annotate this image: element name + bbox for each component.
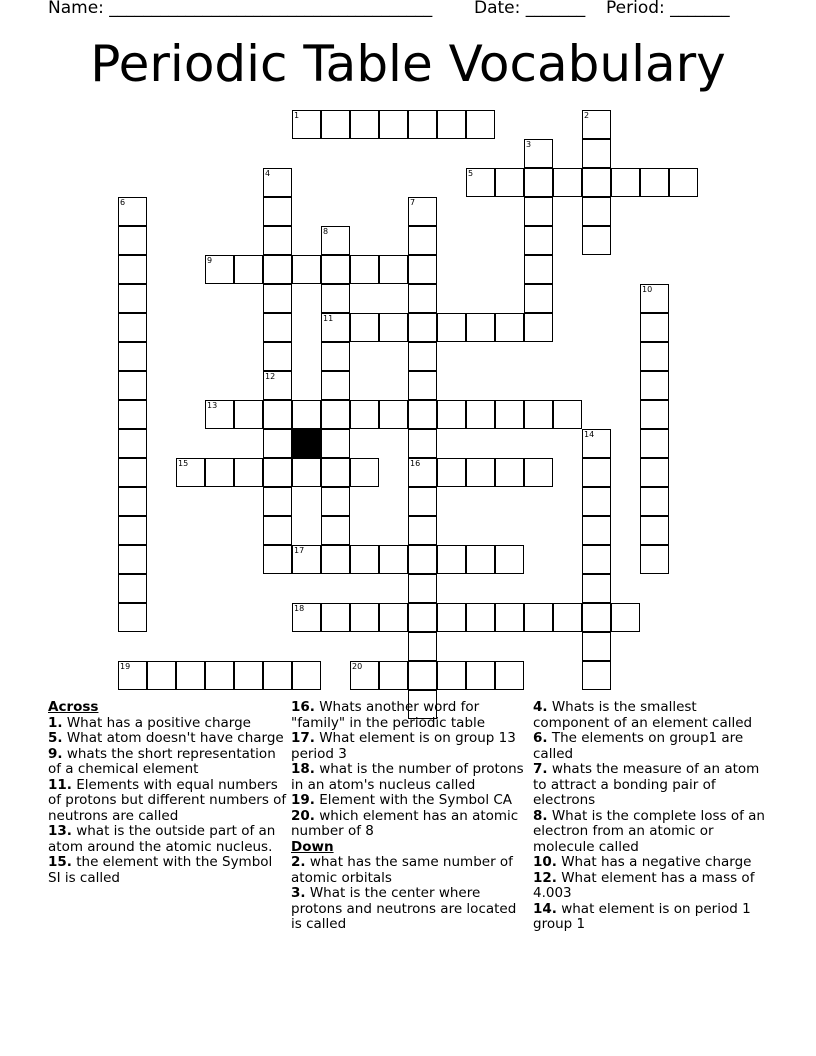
crossword-cell[interactable] bbox=[495, 313, 524, 342]
clue-number: 11. bbox=[48, 776, 72, 793]
crossword-cell[interactable] bbox=[582, 516, 611, 545]
crossword-cell[interactable] bbox=[466, 603, 495, 632]
clue bbox=[533, 809, 773, 856]
crossword-cell[interactable] bbox=[118, 516, 147, 545]
crossword-cell[interactable] bbox=[466, 661, 495, 690]
crossword-cell[interactable] bbox=[321, 545, 350, 574]
crossword-cell[interactable] bbox=[437, 661, 466, 690]
clue-number: 9 bbox=[207, 256, 213, 265]
clue bbox=[291, 886, 531, 933]
clue-number: 17. bbox=[291, 730, 315, 746]
clue-number: 7. bbox=[533, 761, 548, 777]
crossword-cell[interactable] bbox=[524, 226, 553, 255]
clue bbox=[533, 855, 773, 871]
crossword-cell[interactable] bbox=[524, 255, 553, 284]
clue-number: 14. bbox=[533, 900, 557, 917]
crossword-cell[interactable] bbox=[640, 284, 669, 313]
crossword-cell[interactable] bbox=[118, 226, 147, 255]
clue-number: 18 bbox=[294, 604, 305, 613]
clue-number: 15. bbox=[48, 854, 72, 870]
crossword-cell[interactable] bbox=[118, 429, 147, 458]
clue-number: 17 bbox=[294, 546, 305, 555]
crossword-cell[interactable] bbox=[379, 110, 408, 139]
crossword-cell[interactable] bbox=[495, 545, 524, 574]
clue bbox=[48, 731, 288, 747]
crossword-cell[interactable] bbox=[408, 197, 437, 226]
crossword-cell[interactable] bbox=[408, 226, 437, 255]
crossword-cell[interactable] bbox=[524, 139, 553, 168]
clue-number: 2. bbox=[291, 854, 306, 870]
crossword-cell[interactable] bbox=[118, 487, 147, 516]
crossword-cell[interactable] bbox=[118, 458, 147, 487]
crossword-cell[interactable] bbox=[263, 226, 292, 255]
clue-text: whats the measure of an atom to attract a bonding pair of electrons bbox=[533, 761, 760, 808]
crossword-cell[interactable] bbox=[263, 516, 292, 545]
crossword-cell[interactable] bbox=[321, 458, 350, 487]
clue-number: 13 bbox=[207, 401, 218, 410]
crossword-cell[interactable] bbox=[379, 400, 408, 429]
clue-text: what element is on period 1 group 1 bbox=[533, 900, 751, 932]
crossword-cell[interactable] bbox=[408, 342, 437, 371]
crossword-cell[interactable] bbox=[350, 603, 379, 632]
crossword-cell[interactable] bbox=[408, 603, 437, 632]
crossword-cell[interactable] bbox=[408, 371, 437, 400]
crossword-cell[interactable] bbox=[466, 458, 495, 487]
clue-number: 6. bbox=[533, 730, 548, 746]
clue-text: What atom doesn't have charge bbox=[62, 730, 284, 746]
clue-text: Elements with equal numbers of protons but different numbers of neutrons are called bbox=[48, 776, 287, 824]
clue-number: 16. bbox=[291, 699, 315, 715]
clue-text: Whats another word for "family" in the periodic table bbox=[291, 699, 486, 731]
crossword-cell[interactable] bbox=[292, 545, 321, 574]
crossword-cell[interactable] bbox=[292, 400, 321, 429]
crossword-cell[interactable] bbox=[321, 371, 350, 400]
name-field[interactable]: Name: ______________________________________ bbox=[48, 0, 433, 18]
crossword-cell[interactable] bbox=[321, 226, 350, 255]
crossword-cell[interactable] bbox=[524, 313, 553, 342]
crossword-cell[interactable] bbox=[350, 110, 379, 139]
crossword-cell[interactable] bbox=[553, 400, 582, 429]
crossword-cell[interactable] bbox=[640, 458, 669, 487]
crossword-cell[interactable] bbox=[350, 545, 379, 574]
crossword-cell[interactable] bbox=[466, 110, 495, 139]
clue-text: Whats is the smallest component of an element called bbox=[533, 699, 753, 731]
black-square bbox=[292, 429, 321, 458]
crossword-cell[interactable] bbox=[408, 574, 437, 603]
crossword-cell[interactable] bbox=[321, 487, 350, 516]
clue-number: 5. bbox=[48, 730, 63, 746]
clue-list bbox=[291, 855, 531, 933]
crossword-cell[interactable] bbox=[408, 429, 437, 458]
crossword-cell[interactable] bbox=[408, 110, 437, 139]
clue-number: 9. bbox=[48, 745, 63, 762]
crossword-cell[interactable] bbox=[263, 284, 292, 313]
crossword-cell[interactable] bbox=[582, 603, 611, 632]
crossword-cell[interactable] bbox=[292, 255, 321, 284]
clue bbox=[48, 747, 288, 778]
clue-text: which element has an atomic number of 8 bbox=[291, 807, 519, 839]
crossword-cell[interactable] bbox=[466, 168, 495, 197]
crossword-cell[interactable] bbox=[234, 400, 263, 429]
clue-text: The elements on group1 are called bbox=[533, 730, 744, 762]
crossword-cell[interactable] bbox=[292, 110, 321, 139]
clue bbox=[533, 871, 773, 902]
clue-number: 10 bbox=[642, 285, 653, 294]
crossword-cell[interactable] bbox=[495, 661, 524, 690]
clue bbox=[533, 731, 773, 762]
crossword-cell[interactable] bbox=[408, 400, 437, 429]
crossword-cell[interactable] bbox=[379, 255, 408, 284]
clue bbox=[48, 778, 288, 825]
crossword-cell[interactable] bbox=[640, 545, 669, 574]
clue-number: 8. bbox=[533, 807, 548, 824]
clue bbox=[48, 716, 288, 732]
clue-number: 7 bbox=[410, 198, 416, 207]
clue bbox=[533, 762, 773, 809]
crossword-cell[interactable] bbox=[263, 400, 292, 429]
crossword-cell[interactable] bbox=[379, 313, 408, 342]
crossword-cell[interactable] bbox=[118, 255, 147, 284]
crossword-cell[interactable] bbox=[611, 168, 640, 197]
crossword-cell[interactable] bbox=[640, 342, 669, 371]
crossword-cell[interactable] bbox=[582, 458, 611, 487]
clue-text: What is the center where protons and neutrons are located is called bbox=[291, 885, 517, 932]
crossword-cell[interactable] bbox=[118, 313, 147, 342]
crossword-cell[interactable] bbox=[118, 400, 147, 429]
clue bbox=[291, 762, 531, 793]
crossword-cell[interactable] bbox=[379, 661, 408, 690]
crossword-cell[interactable] bbox=[321, 603, 350, 632]
crossword-cell[interactable] bbox=[263, 661, 292, 690]
crossword-cell[interactable] bbox=[118, 342, 147, 371]
crossword-cell[interactable] bbox=[408, 661, 437, 690]
crossword-cell[interactable] bbox=[408, 487, 437, 516]
crossword-cell[interactable] bbox=[437, 110, 466, 139]
clue-number: 12 bbox=[265, 372, 276, 381]
clue-number: 3. bbox=[291, 885, 306, 901]
crossword-cell[interactable] bbox=[524, 458, 553, 487]
clue bbox=[291, 793, 531, 809]
crossword-cell[interactable] bbox=[553, 603, 582, 632]
crossword-cell[interactable] bbox=[292, 458, 321, 487]
crossword-cell[interactable] bbox=[263, 371, 292, 400]
clue-number: 20. bbox=[291, 807, 315, 824]
crossword-cell[interactable] bbox=[321, 400, 350, 429]
crossword-cell[interactable] bbox=[408, 545, 437, 574]
crossword-cell[interactable] bbox=[466, 313, 495, 342]
crossword-cell[interactable] bbox=[234, 458, 263, 487]
crossword-cell[interactable] bbox=[118, 197, 147, 226]
crossword-cell[interactable] bbox=[321, 284, 350, 313]
crossword-cell[interactable] bbox=[234, 661, 263, 690]
crossword-cell[interactable] bbox=[176, 661, 205, 690]
crossword-cell[interactable] bbox=[263, 313, 292, 342]
clue-text: What has a positive charge bbox=[62, 714, 251, 731]
clue-text: What has a negative charge bbox=[556, 854, 752, 870]
down-heading: Down bbox=[291, 838, 334, 855]
crossword-cell[interactable] bbox=[118, 574, 147, 603]
crossword-cell[interactable] bbox=[582, 429, 611, 458]
clue-text: What is the complete loss of an electron from an atomic or molecule called bbox=[533, 807, 765, 855]
clue-number: 1 bbox=[294, 111, 300, 120]
crossword-cell[interactable] bbox=[582, 574, 611, 603]
crossword-cell[interactable] bbox=[640, 487, 669, 516]
crossword-cell[interactable] bbox=[292, 661, 321, 690]
crossword-cell[interactable] bbox=[582, 197, 611, 226]
crossword-cell[interactable] bbox=[321, 342, 350, 371]
crossword-cell[interactable] bbox=[321, 429, 350, 458]
crossword-cell[interactable] bbox=[379, 603, 408, 632]
crossword-cell[interactable] bbox=[408, 632, 437, 661]
clue-number: 18. bbox=[291, 761, 315, 777]
clue-number: 6 bbox=[120, 198, 126, 207]
crossword-cell[interactable] bbox=[118, 603, 147, 632]
crossword-cell[interactable] bbox=[263, 545, 292, 574]
crossword-cell[interactable] bbox=[582, 632, 611, 661]
clue-text: What element is on group 13 period 3 bbox=[291, 730, 516, 762]
crossword-cell[interactable] bbox=[582, 226, 611, 255]
crossword-cell[interactable] bbox=[350, 400, 379, 429]
clue-number: 1. bbox=[48, 714, 63, 731]
crossword-cell[interactable] bbox=[669, 168, 698, 197]
crossword-cell[interactable] bbox=[118, 371, 147, 400]
crossword-cell[interactable] bbox=[611, 603, 640, 632]
clue-number: 14 bbox=[584, 430, 595, 439]
clue-list bbox=[291, 700, 531, 840]
clue-text: the element with the Symbol SI is called bbox=[48, 854, 273, 886]
crossword-cell[interactable] bbox=[350, 255, 379, 284]
crossword-cell[interactable] bbox=[234, 255, 263, 284]
clue-number: 2 bbox=[584, 111, 590, 120]
crossword-cell[interactable] bbox=[524, 168, 553, 197]
clue-list bbox=[533, 700, 773, 933]
crossword-cell[interactable] bbox=[408, 516, 437, 545]
crossword-cell[interactable] bbox=[437, 545, 466, 574]
crossword-cell[interactable] bbox=[263, 168, 292, 197]
date-field[interactable]: Date: _______ bbox=[474, 0, 586, 18]
clue-text: whats the short representation of a chemical element bbox=[48, 745, 276, 777]
crossword-cell[interactable] bbox=[350, 313, 379, 342]
crossword-cell[interactable] bbox=[524, 400, 553, 429]
clue-number: 15 bbox=[178, 459, 189, 468]
crossword-cell[interactable] bbox=[640, 516, 669, 545]
crossword-cell[interactable] bbox=[437, 313, 466, 342]
crossword-cell[interactable] bbox=[582, 661, 611, 690]
crossword-cell[interactable] bbox=[640, 168, 669, 197]
crossword-cell[interactable] bbox=[524, 197, 553, 226]
crossword-cell[interactable] bbox=[118, 545, 147, 574]
crossword-cell[interactable] bbox=[495, 168, 524, 197]
crossword-cell[interactable] bbox=[495, 603, 524, 632]
clue-number: 4. bbox=[533, 699, 548, 715]
crossword-cell[interactable] bbox=[582, 168, 611, 197]
crossword-cell[interactable] bbox=[408, 458, 437, 487]
crossword-cell[interactable] bbox=[321, 255, 350, 284]
crossword-cell[interactable] bbox=[582, 139, 611, 168]
clue-number: 12. bbox=[533, 869, 557, 886]
crossword-cell[interactable] bbox=[640, 400, 669, 429]
clue-text: Element with the Symbol CA bbox=[314, 792, 513, 808]
crossword-cell[interactable] bbox=[408, 255, 437, 284]
clue bbox=[533, 700, 773, 731]
clue bbox=[291, 855, 531, 886]
clue-number: 19. bbox=[291, 792, 315, 808]
clue bbox=[291, 731, 531, 762]
crossword-cell[interactable] bbox=[321, 110, 350, 139]
period-field[interactable]: Period: _______ bbox=[606, 0, 730, 18]
clue-list bbox=[48, 716, 288, 887]
crossword-cell[interactable] bbox=[263, 342, 292, 371]
crossword-cell[interactable] bbox=[263, 429, 292, 458]
clue-number: 19 bbox=[120, 662, 131, 671]
crossword-cell[interactable] bbox=[205, 255, 234, 284]
clue-text: what has the same number of atomic orbitals bbox=[291, 854, 513, 886]
crossword-cell[interactable] bbox=[350, 661, 379, 690]
clue bbox=[48, 855, 288, 886]
crossword-cell[interactable] bbox=[118, 661, 147, 690]
crossword-cell[interactable] bbox=[582, 545, 611, 574]
crossword-cell[interactable] bbox=[263, 255, 292, 284]
clue-number: 20 bbox=[352, 662, 363, 671]
crossword-cell[interactable] bbox=[640, 429, 669, 458]
clues-column-2 bbox=[291, 700, 531, 933]
clue-number: 16 bbox=[410, 459, 421, 468]
clue bbox=[291, 809, 531, 840]
crossword-cell[interactable] bbox=[524, 284, 553, 313]
crossword-cell[interactable] bbox=[640, 313, 669, 342]
crossword-cell[interactable] bbox=[263, 197, 292, 226]
crossword-cell[interactable] bbox=[350, 458, 379, 487]
clue-number: 13. bbox=[48, 823, 72, 839]
crossword-cell[interactable] bbox=[437, 458, 466, 487]
page-title: Periodic Table Vocabulary bbox=[90, 35, 726, 93]
crossword-cell[interactable] bbox=[321, 313, 350, 342]
crossword-cell[interactable] bbox=[495, 400, 524, 429]
clues-across-column-1 bbox=[48, 700, 288, 886]
crossword-cell[interactable] bbox=[379, 545, 408, 574]
crossword-cell[interactable] bbox=[147, 661, 176, 690]
clue bbox=[48, 824, 288, 855]
crossword-cell[interactable] bbox=[524, 603, 553, 632]
crossword-cell[interactable] bbox=[466, 545, 495, 574]
clue-text: what is the number of protons in an atom's nucleus called bbox=[291, 761, 524, 793]
crossword-cell[interactable] bbox=[437, 603, 466, 632]
crossword-cell[interactable] bbox=[408, 313, 437, 342]
crossword-cell[interactable] bbox=[640, 371, 669, 400]
crossword-cell[interactable] bbox=[321, 516, 350, 545]
clues-down-column-3 bbox=[533, 700, 773, 933]
across-heading: Across bbox=[48, 699, 99, 715]
crossword-cell[interactable] bbox=[582, 110, 611, 139]
clue-number: 4 bbox=[265, 169, 271, 178]
clue-number: 3 bbox=[526, 140, 532, 149]
clue-text: what is the outside part of an atom around the atomic nucleus. bbox=[48, 823, 276, 855]
clue-text: What element has a mass of 4.003 bbox=[533, 869, 755, 901]
crossword-cell[interactable] bbox=[205, 661, 234, 690]
crossword-cell[interactable] bbox=[205, 400, 234, 429]
crossword-cell[interactable] bbox=[118, 284, 147, 313]
clue bbox=[291, 700, 531, 731]
clue-number: 11 bbox=[323, 314, 334, 323]
crossword-cell[interactable] bbox=[495, 458, 524, 487]
crossword-cell[interactable] bbox=[582, 487, 611, 516]
crossword-cell[interactable] bbox=[553, 168, 582, 197]
clue-number: 5 bbox=[468, 169, 474, 178]
crossword-cell[interactable] bbox=[263, 458, 292, 487]
crossword-cell[interactable] bbox=[466, 400, 495, 429]
crossword-cell[interactable] bbox=[408, 284, 437, 313]
crossword-cell[interactable] bbox=[176, 458, 205, 487]
clue bbox=[533, 902, 773, 933]
clue-number: 8 bbox=[323, 227, 329, 236]
crossword-cell[interactable] bbox=[437, 400, 466, 429]
crossword-cell[interactable] bbox=[205, 458, 234, 487]
clue-number: 10. bbox=[533, 854, 557, 870]
crossword-cell[interactable] bbox=[292, 603, 321, 632]
crossword-cell[interactable] bbox=[263, 487, 292, 516]
